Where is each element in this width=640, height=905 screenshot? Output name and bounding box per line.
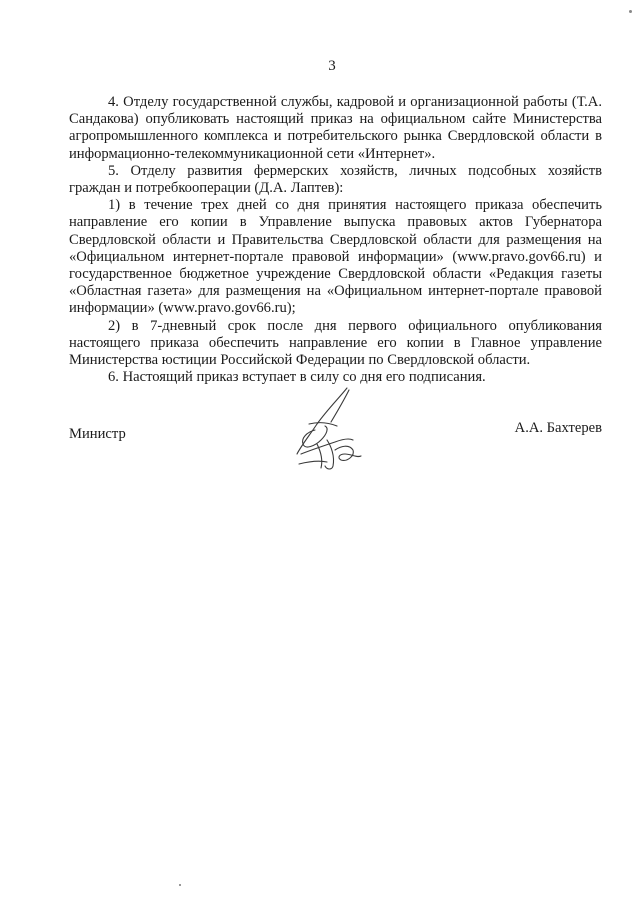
scan-speck-bottom — [179, 884, 181, 886]
paragraph-5: 5. Отделу развития фермерских хозяйств, личных подсобных хозяйств граждан и потребкооперации (Д.А. Лаптев): — [69, 162, 602, 197]
page-number: 3 — [328, 58, 336, 74]
handwritten-signature — [287, 384, 379, 476]
signer-title: Министр — [69, 426, 126, 442]
scan-speck — [629, 10, 632, 13]
signer-name: А.А. Бахтерев — [514, 420, 602, 436]
document-body — [69, 94, 602, 386]
signature-block — [69, 420, 602, 480]
paragraph-5-item-1: 1) в течение трех дней со дня принятия настоящего приказа обеспечить направление его копии в Управление выпуска правовых актов Губернатора Свердловской области и Правительства Свердловской области для размещения на «Официальном интернет-портале правовой информации» (www.pravo.gov66.ru) и государственное бюджетное учреждение Свердловской области «Редакция газеты «Областная газета» для размещения на «Официальном интернет-портале правовой информации» (www.pravo.gov66.ru); — [69, 197, 602, 317]
paragraph-5-item-2: 2) в 7-дневный срок после дня первого официального опубликования настоящего приказа обеспечить направление его копии в Главное управление Министерства юстиции Российской Федерации по Свердловской области. — [69, 317, 602, 369]
paragraph-4: 4. Отделу государственной службы, кадровой и организационной работы (Т.А. Сандакова) опубликовать настоящий приказ на официальном сайте Министерства агропромышленного комплекса и потребительского рынка Свердловской области в информационно-телекоммуникационной сети «Интернет». — [69, 94, 602, 162]
paragraph-6: 6. Настоящий приказ вступает в силу со дня его подписания. — [108, 369, 486, 386]
